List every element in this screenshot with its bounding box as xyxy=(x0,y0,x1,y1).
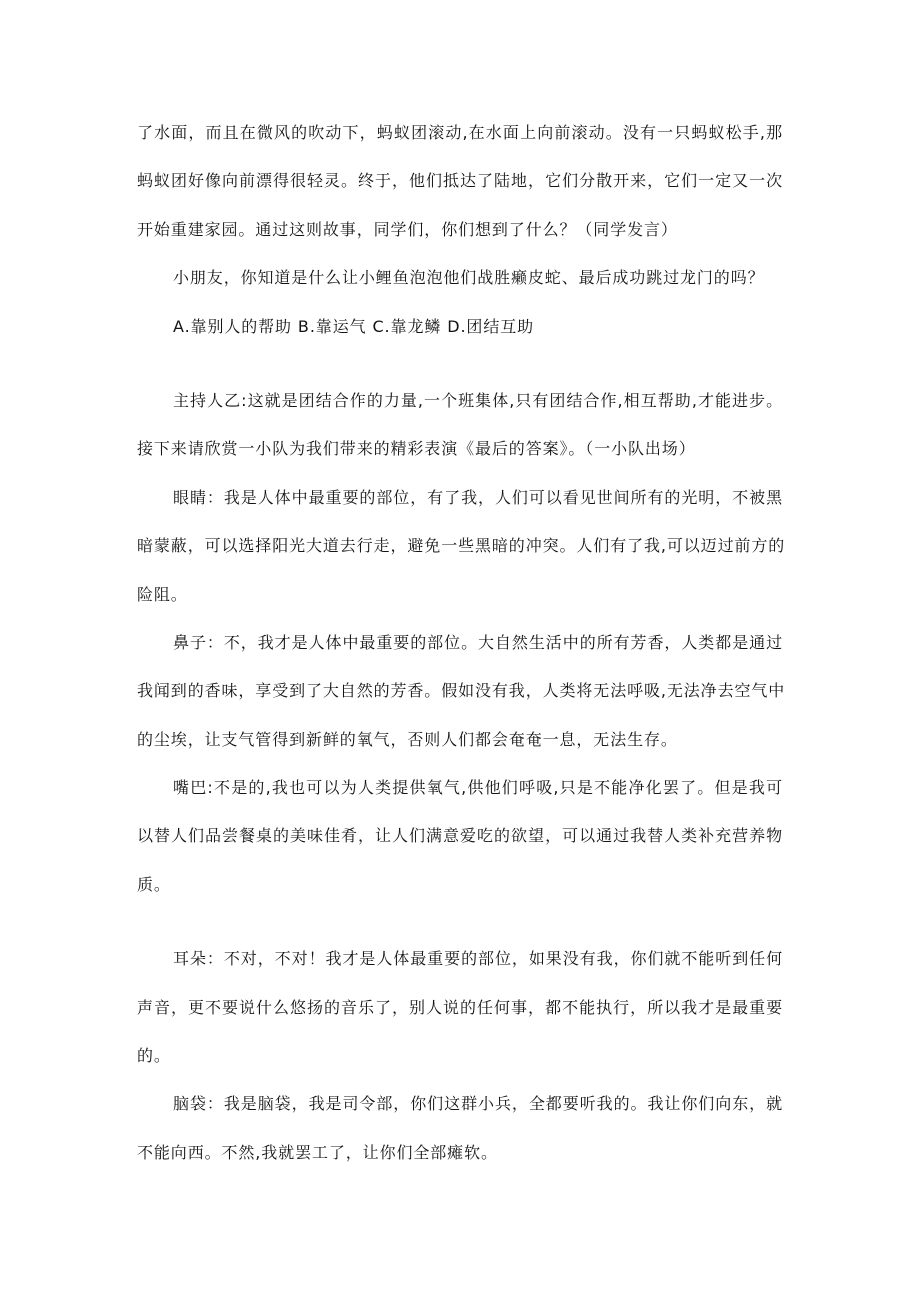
text-line: 不能向西。不然,我就罢工了，让你们全部瘫软。 xyxy=(137,1142,498,1162)
text-line: 主持人乙:这就是团结合作的力量,一个班集体,只有团结合作,相互帮助,才能进步。 xyxy=(173,390,783,410)
document-body xyxy=(137,109,786,1177)
text-line: 的尘埃，让支气管得到新鲜的氧气，否则人们都会奄奄一息，无法生存。 xyxy=(137,729,678,749)
text-line: 接下来请欣赏一小队为我们带来的精彩表演《最后的答案》。（一小队出场） xyxy=(137,439,696,459)
text-line: 小朋友，你知道是什么让小鲤鱼泡泡他们战胜癞皮蛇、最后成功跳过龙门的吗？ xyxy=(173,268,765,288)
text-line: 开始重建家园。通过这则故事，同学们，你们想到了什么？（同学发言） xyxy=(137,219,678,239)
text-line: 耳朵：不对，不对！我才是人体最重要的部位，如果没有我，你们就不能听到任何 xyxy=(173,949,783,969)
text-line: 声音，更不要说什么悠扬的音乐了，别人说的任何事，都不能执行，所以我才是最重要 xyxy=(137,997,783,1017)
paragraph-ears xyxy=(137,935,783,1080)
paragraph-nose xyxy=(137,619,786,764)
text-line: 的。 xyxy=(137,1046,171,1066)
paragraph-mouth xyxy=(137,764,783,909)
text-line: 蚂蚁团好像向前漂得很轻灵。终于，他们抵达了陆地，它们分散开来，它们一定又一次 xyxy=(137,171,783,191)
text-line: 质。 xyxy=(137,874,171,894)
paragraph-host-b xyxy=(137,377,783,474)
text-line: 我闻到的香味，享受到了大自然的芳香。假如没有我，人类将无法呼吸,无法净去空气中 xyxy=(137,681,786,701)
paragraph-story-ending xyxy=(137,109,783,254)
text-line: 眼睛：我是人体中最重要的部位，有了我，人们可以看见世间所有的光明，不被黑 xyxy=(173,487,783,507)
text-line: 险阻。 xyxy=(137,584,188,604)
text-line: 脑袋：我是脑袋，我是司令部，你们这群小兵，全都要听我的。我让你们向东，就 xyxy=(173,1094,783,1114)
text-line: 鼻子：不，我才是人体中最重要的部位。大自然生活中的所有芳香，人类都是通过 xyxy=(173,632,783,652)
text-line: 以替人们品尝餐桌的美味佳肴，让人们满意爱吃的欲望，可以通过我替人类补充营养物 xyxy=(137,826,783,846)
paragraph-question xyxy=(137,254,783,302)
paragraph-brain xyxy=(137,1080,783,1177)
text-line: A.靠别人的帮助 B.靠运气 C.靠龙鳞 D.团结互助 xyxy=(173,316,535,336)
paragraph-answer-options xyxy=(137,303,783,351)
text-line: 了水面，而且在微风的吹动下，蚂蚁团滚动,在水面上向前滚动。没有一只蚂蚁松手,那 xyxy=(137,123,783,142)
paragraph-eyes xyxy=(137,474,786,619)
text-line: 暗蒙蔽，可以选择阳光大道去行走，避免一些黑暗的冲突。人们有了我,可以迈过前方的 xyxy=(137,536,786,556)
text-line: 嘴巴:不是的,我也可以为人类提供氧气,供他们呼吸,只是不能净化罢了。但是我可 xyxy=(173,778,783,798)
